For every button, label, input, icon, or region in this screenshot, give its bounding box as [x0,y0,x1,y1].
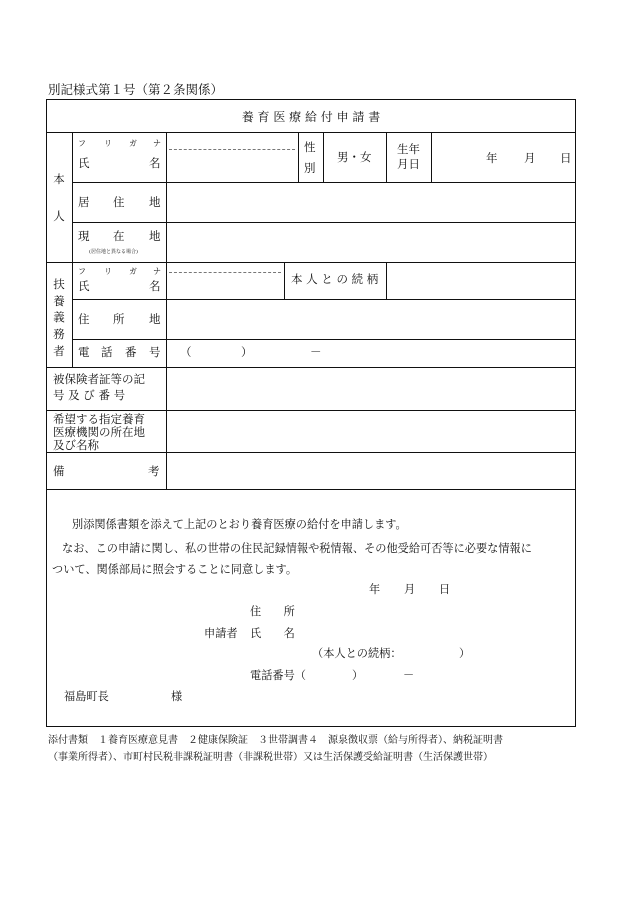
supporter-furigana-2: リ [104,267,112,276]
phone-open-paren: （ [180,345,192,359]
application-form [46,99,576,727]
applicant-address-label: 住 所 [250,605,295,618]
remarks-label-2: 考 [148,464,160,478]
relation-field-close: ） [459,647,471,660]
recipient-name: 福島町長 [64,690,109,703]
applicant-phone-close: ） [352,669,364,682]
recipient-honorific: 様 [171,690,183,703]
applicant-phone-label: 電話番号（ [250,669,306,682]
insurance-label-1: 被保険者証等の記 [53,372,145,386]
gender-label-2: 別 [304,161,316,175]
birth-year-unit: 年 [486,151,498,165]
current-address-label-1: 現 [78,229,90,243]
supporter-name-label-1: 氏 [78,279,90,293]
applicant-label: 申請者 [204,627,238,640]
supporter-name-label-2: 名 [149,279,161,293]
supporter-furigana-3: ガ [129,267,137,276]
form-title: 養 育 医 療 給 付 申 請 書 [241,110,381,124]
gender-label-1: 性 [304,140,316,154]
relation-label: 本 人 と の 続 柄 [291,272,379,286]
attachments-line-2: （事業所得者）、市町村民税非課税証明書（非課税世帯）又は生活保護受給証明書（生活保護世帯） [48,752,493,763]
applicant-furigana-1: フ [78,139,86,148]
supporter-furigana-1: フ [78,267,86,276]
birth-month-unit: 月 [524,151,536,165]
statement-month-unit: 月 [404,583,416,596]
supporter-address-label-2: 所 [113,312,125,326]
statement-line-2: なお、この申請に関し、私の世帯の住民記録情報や税情報、その他受給可否等に必要な情報に [62,542,532,555]
institution-label-1: 希望する指定養育 [53,412,145,426]
institution-label-3: 及び名称 [53,438,99,452]
phone-label-3: 番 [125,345,137,359]
current-address-label-2: 在 [113,229,125,243]
applicant-name-label: 氏 名 [250,627,295,640]
supporter-address-label-3: 地 [149,312,161,326]
birthdate-label-1: 生年 [397,142,420,156]
applicant-section-label: 本 人 [53,172,65,223]
statement-line-1: 別添関係書類を添えて上記のとおり養育医療の給付を申請します。 [72,518,407,531]
applicant-furigana-4: ナ [153,139,161,148]
birthdate-label-2: 月日 [397,157,420,171]
phone-dash: － [310,345,322,359]
birth-day-unit: 日 [560,151,572,165]
supporter-address-label-1: 住 [78,312,90,326]
statement-year-unit: 年 [369,583,381,596]
supporter-furigana-4: ナ [153,267,161,276]
residence-label-2: 住 [113,195,125,209]
applicant-name-label-2: 名 [149,156,161,170]
remarks-label-1: 備 [53,464,65,478]
statement-line-3: ついて、関係部局に照会することに同意します。 [52,563,298,576]
attachments-line-1: 添付書類 １養育医療意見書 ２健康保険証 ３世帯調書４ 源泉徴収票（給与所得者）、納税証明書 [48,735,503,746]
applicant-name-label-1: 氏 [78,156,90,170]
phone-close-paren: ） [241,345,253,359]
supporter-section-label: 扶 養 義 務 者 [53,277,65,358]
insurance-label-2: 号 及 び 番 号 [53,388,126,402]
phone-label-4: 号 [149,345,161,359]
applicant-furigana-3: ガ [129,139,137,148]
phone-label-1: 電 [78,345,90,359]
current-address-note: (居住地と異なる場合) [89,249,138,255]
institution-label-2: 医療機関の所在地 [53,425,145,439]
applicant-phone-dash: － [403,669,415,682]
statement-day-unit: 日 [439,583,451,596]
residence-label-3: 地 [149,195,161,209]
gender-options[interactable]: 男・女 [337,150,372,164]
current-address-label-3: 地 [149,229,161,243]
residence-label-1: 居 [78,195,90,209]
phone-label-2: 話 [101,345,113,359]
form-number-label: 別記様式第１号（第２条関係） [48,82,224,97]
relation-field-label: （本人との続柄： [312,647,402,660]
applicant-furigana-2: リ [104,139,112,148]
